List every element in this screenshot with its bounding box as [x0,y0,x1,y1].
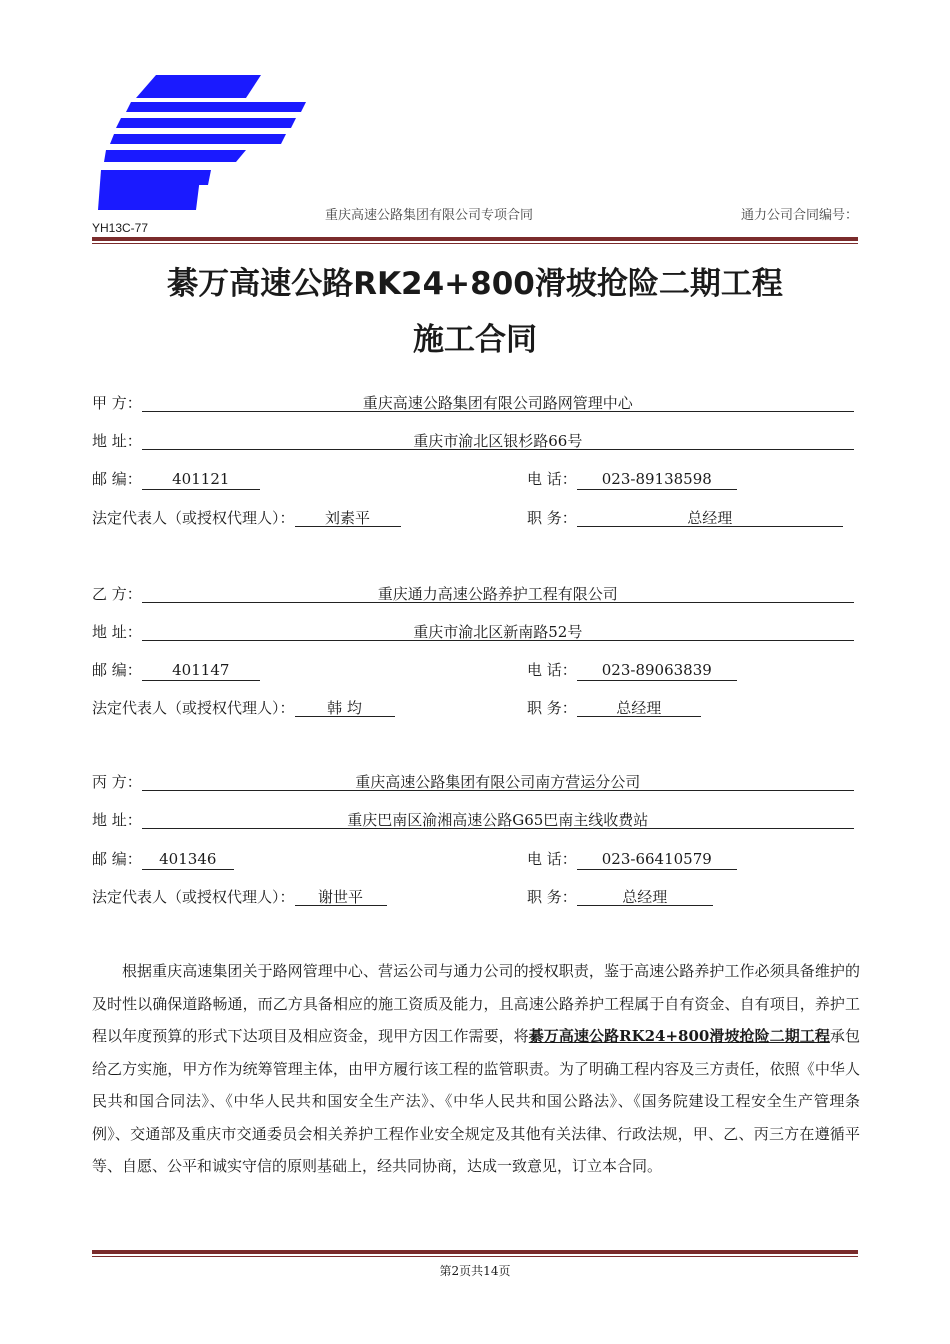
party-a-title: 总经理 [577,507,843,527]
party-c-name: 重庆高速公路集团有限公司南方营运分公司 [142,771,854,791]
party-c-postcode-row [92,848,234,870]
party-b-rep-row [92,697,395,718]
party-c-phone: 023-66410579 [577,850,737,870]
party-c-postcode-label: 邮 编： [92,850,142,868]
party-a-rep-label: 法定代表人（或授权代理人）： [92,509,295,527]
party-a-address-label: 地 址： [92,432,142,450]
header-rule-thin [92,243,858,244]
party-c-address: 重庆巴南区渝湘高速公路G65巴南主线收费站 [142,809,854,829]
party-b-name-label: 乙 方： [92,585,142,603]
document-title: 綦万高速公路RK24+800滑坡抢险二期工程 [167,266,783,302]
header-company-contract: 重庆高速公路集团有限公司专项合同 [325,208,534,223]
party-a-postcode: 401121 [142,470,260,490]
party-c-phone-label: 电 话： [527,850,577,868]
party-a-phone: 023-89138598 [577,470,737,490]
party-a-phone-row [527,468,737,490]
party-c-rep-label: 法定代表人（或授权代理人）： [92,888,295,906]
party-b-postcode: 401147 [142,661,260,681]
party-a-postcode-row [92,468,260,490]
party-a-name: 重庆高速公路集团有限公司路网管理中心 [142,392,854,412]
party-c-title: 总经理 [577,886,713,906]
party-c-name-row [92,771,854,792]
party-b-title-label: 职 务： [527,699,577,717]
preamble-project-name: 綦万高速公路RK24+800滑坡抢险二期工程 [528,1027,830,1045]
party-a-rep-row [92,507,401,528]
party-c-rep-row [92,886,387,907]
party-b-phone-row [527,659,737,681]
company-logo-icon [96,70,326,220]
party-a-name-label: 甲 方： [92,394,142,412]
party-a-title-row [527,507,843,528]
party-a-phone-label: 电 话： [527,470,577,488]
party-b-phone: 023-89063839 [577,661,737,681]
header-contract-number-label: 通力公司合同编号： [740,208,858,223]
header-rule [92,237,858,241]
party-b-address: 重庆市渝北区新南路52号 [142,621,854,641]
party-a-rep: 刘素平 [295,507,401,527]
party-a-postcode-label: 邮 编： [92,470,142,488]
party-b-title-row [527,697,701,718]
party-c-rep: 谢世平 [295,886,387,906]
party-a-title-label: 职 务： [527,509,577,527]
party-b-postcode-label: 邮 编： [92,661,142,679]
party-b-phone-label: 电 话： [527,661,577,679]
party-b-rep: 韩 均 [295,697,395,717]
footer-rule [92,1250,858,1254]
party-a-address: 重庆市渝北区银杉路66号 [142,430,854,450]
party-a-address-row [92,430,854,451]
party-b-title: 总经理 [577,697,701,717]
document-subtitle: 施工合同 [413,322,537,358]
party-b-postcode-row [92,659,260,681]
preamble-part-2: 承包给乙方实施，甲方作为统筹管理主体，由甲方履行该工程的监管职责。为了明确工程内容及三方责任，依照《中华人民共和国合同法》、《中华人民共和国安全生产法》、《中华人民共和国公路法》、《国务院建设工程安全生产管理条例》、交通部及重庆市交通委员会相关养护工程作业安全规定及其他有关法律、行政法规，甲、乙、丙三方在遵循平等、自愿、公平和诚实守信的原则基础上，经共同协商，达成一致意见，订立本合同。 [92,1027,860,1175]
party-c-address-row [92,809,854,830]
form-code: YH13C-77 [92,221,149,235]
party-b-name-row [92,583,854,604]
preamble-part-1: 根据重庆高速集团关于路网管理中心、营运公司与通力公司的授权职责，鉴于高速公路养护工作必须具备维护的及时性以确保道路畅通，而乙方具备相应的施工资质及能力，且高速公路养护工程属于自有资金、自有项目，养护工程以年度预算的形式下达项目及相应资金，现甲方因工作需要，将 [92,962,860,1045]
party-c-title-label: 职 务： [527,888,577,906]
contract-preamble [92,955,860,1183]
party-a-name-row [92,392,854,413]
party-c-postcode: 401346 [142,850,234,870]
party-c-address-label: 地 址： [92,811,142,829]
page-number: 第2页共14页 [439,1264,511,1278]
party-b-rep-label: 法定代表人（或授权代理人）： [92,699,295,717]
party-b-address-label: 地 址： [92,623,142,641]
party-c-name-label: 丙 方： [92,773,142,791]
party-c-phone-row [527,848,737,870]
party-c-title-row [527,886,713,907]
footer-rule-thin [92,1256,858,1257]
party-b-address-row [92,621,854,642]
party-b-name: 重庆通力高速公路养护工程有限公司 [142,583,854,603]
